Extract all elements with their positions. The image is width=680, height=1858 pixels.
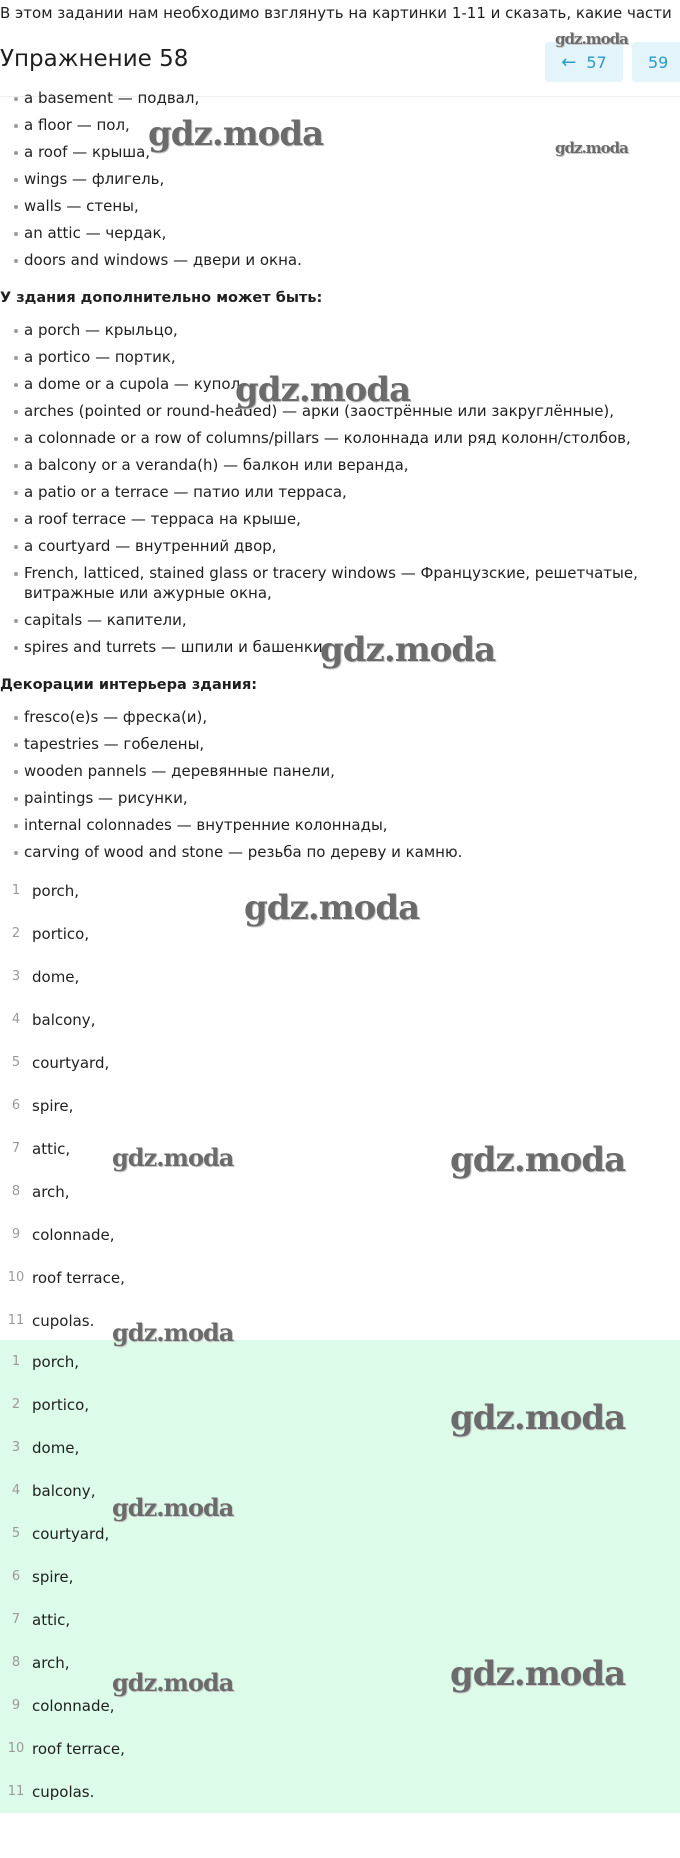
list-item <box>0 1727 680 1770</box>
list-item <box>0 1555 680 1598</box>
item-text: balcony, <box>32 1010 96 1029</box>
item-number: 9 <box>11 1698 21 1713</box>
item-text: dome, <box>32 967 80 986</box>
item-number: 7 <box>11 1612 21 1627</box>
next-exercise-button[interactable] <box>632 42 680 82</box>
list-item <box>0 1170 680 1213</box>
watermark: gdz.moda <box>235 370 411 410</box>
item-number: 3 <box>11 969 21 984</box>
list-item: a colonnade or a row of columns/pillars — колоннада или ряд колонн/столбов, <box>0 428 680 448</box>
item-number: 10 <box>7 1270 25 1285</box>
item-text: cupolas. <box>32 1311 95 1330</box>
list-item: a courtyard — внутренний двор, <box>0 536 680 556</box>
answer-list <box>0 1340 680 1813</box>
item-number: 1 <box>11 1354 21 1369</box>
list-item: carving of wood and stone — резьба по дереву и камню. <box>0 842 680 862</box>
item-text: roof terrace, <box>32 1739 125 1758</box>
next-exercise-label: 59 <box>648 52 669 72</box>
item-text: spire, <box>32 1096 74 1115</box>
watermark: gdz.moda <box>112 1143 234 1172</box>
item-text: arch, <box>32 1182 70 1201</box>
page-title: Упражнение 58 <box>0 46 189 72</box>
additional-heading: У здания дополнительно может быть: <box>0 290 323 306</box>
list-item <box>0 1641 680 1684</box>
watermark: gdz.moda <box>244 888 420 928</box>
list-item <box>0 1041 680 1084</box>
list-item: paintings — рисунки, <box>0 788 680 808</box>
item-text: portico, <box>32 924 90 943</box>
list-item: a portico — портик, <box>0 347 680 367</box>
item-text: spire, <box>32 1567 74 1586</box>
list-item <box>0 1383 680 1426</box>
additional-list <box>0 320 680 657</box>
exercise-content <box>0 88 680 1813</box>
item-text: courtyard, <box>32 1053 110 1072</box>
list-item <box>0 1084 680 1127</box>
list-item: arches (pointed or round-headed) — арки (заострённые или закруглённые), <box>0 401 680 421</box>
item-number: 5 <box>11 1055 21 1070</box>
item-text: arch, <box>32 1653 70 1672</box>
item-number: 6 <box>11 1569 21 1584</box>
list-item: fresco(e)s — фреска(и), <box>0 707 680 727</box>
item-number: 7 <box>11 1141 21 1156</box>
item-number: 2 <box>11 926 21 941</box>
list-item <box>0 1770 680 1813</box>
item-number: 11 <box>7 1313 25 1328</box>
item-text: cupolas. <box>32 1782 95 1801</box>
list-item <box>0 1598 680 1641</box>
prev-exercise-button[interactable] <box>545 42 623 82</box>
watermark: gdz.moda <box>450 1140 626 1180</box>
item-text: dome, <box>32 1438 80 1457</box>
list-item <box>0 869 680 912</box>
list-item: a roof — крыша, <box>0 142 680 162</box>
item-text: colonnade, <box>32 1225 115 1244</box>
list-item: tapestries — гобелены, <box>0 734 680 754</box>
watermark: gdz.moda <box>112 1318 234 1347</box>
list-item <box>0 1213 680 1256</box>
item-number: 6 <box>11 1098 21 1113</box>
list-item: a roof terrace — терраса на крыше, <box>0 509 680 529</box>
watermark: gdz.moda <box>555 139 628 157</box>
list-item <box>0 1684 680 1727</box>
item-number: 9 <box>11 1227 21 1242</box>
list-item <box>0 912 680 955</box>
watermark: gdz.moda <box>320 630 496 670</box>
intro-text: В этом задании нам необходимо взглянуть на картинки 1-11 и сказать, какие части <box>0 4 672 22</box>
list-item <box>0 1512 680 1555</box>
item-number: 2 <box>11 1397 21 1412</box>
list-item <box>0 1127 680 1170</box>
list-item: a porch — крыльцо, <box>0 320 680 340</box>
item-number: 1 <box>11 883 21 898</box>
list-item <box>0 1340 680 1383</box>
item-number: 8 <box>11 1655 21 1670</box>
item-text: attic, <box>32 1610 71 1629</box>
item-text: roof terrace, <box>32 1268 125 1287</box>
list-item <box>0 1469 680 1512</box>
answer-box <box>0 1340 680 1813</box>
arrow-left-icon: ← <box>561 51 577 73</box>
list-item: capitals — капители, <box>0 610 680 630</box>
list-item: internal colonnades — внутренние колоннады, <box>0 815 680 835</box>
list-item: doors and windows — двери и окна. <box>0 250 680 270</box>
list-item <box>0 1426 680 1469</box>
item-number: 10 <box>7 1741 25 1756</box>
item-number: 3 <box>11 1440 21 1455</box>
watermark: gdz.moda <box>450 1654 626 1694</box>
item-text: balcony, <box>32 1481 96 1500</box>
item-text: porch, <box>32 881 80 900</box>
item-number: 4 <box>11 1483 21 1498</box>
item-text: colonnade, <box>32 1696 115 1715</box>
item-number: 11 <box>7 1784 25 1799</box>
list-item: a basement — подвал, <box>0 88 680 108</box>
watermark: gdz.moda <box>555 30 628 48</box>
list-item: walls — стены, <box>0 196 680 216</box>
item-text: attic, <box>32 1139 71 1158</box>
watermark: gdz.moda <box>450 1398 626 1438</box>
list-item <box>0 1299 680 1342</box>
list-item: wooden pannels — деревянные панели, <box>0 761 680 781</box>
list-item: spires and turrets — шпили и башенки. <box>0 637 680 657</box>
watermark: gdz.moda <box>112 1493 234 1522</box>
list-item <box>0 998 680 1041</box>
item-text: porch, <box>32 1352 80 1371</box>
interior-list <box>0 707 680 862</box>
item-number: 8 <box>11 1184 21 1199</box>
prev-exercise-label: 57 <box>586 52 607 72</box>
list-item <box>0 955 680 998</box>
list-item: a balcony or a veranda(h) — балкон или веранда, <box>0 455 680 475</box>
list-item: wings — флигель, <box>0 169 680 189</box>
list-item: a patio or a terrace — патио или терраса, <box>0 482 680 502</box>
item-text: portico, <box>32 1395 90 1414</box>
item-number: 5 <box>11 1526 21 1541</box>
interior-heading: Декорации интерьера здания: <box>0 677 258 693</box>
item-text: courtyard, <box>32 1524 110 1543</box>
watermark: gdz.moda <box>148 114 324 154</box>
list-item <box>0 1256 680 1299</box>
list-item: an attic — чердак, <box>0 223 680 243</box>
list-item: French, latticed, stained glass or tracery windows — Французские, решетчатые, витражные или ажурные окна, <box>0 563 680 603</box>
list-item: a dome or a cupola — купол, <box>0 374 680 394</box>
watermark: gdz.moda <box>112 1668 234 1697</box>
numbered-list <box>0 869 680 1342</box>
item-number: 4 <box>11 1012 21 1027</box>
parts-list <box>0 88 680 270</box>
list-item: a floor — пол, <box>0 115 680 135</box>
